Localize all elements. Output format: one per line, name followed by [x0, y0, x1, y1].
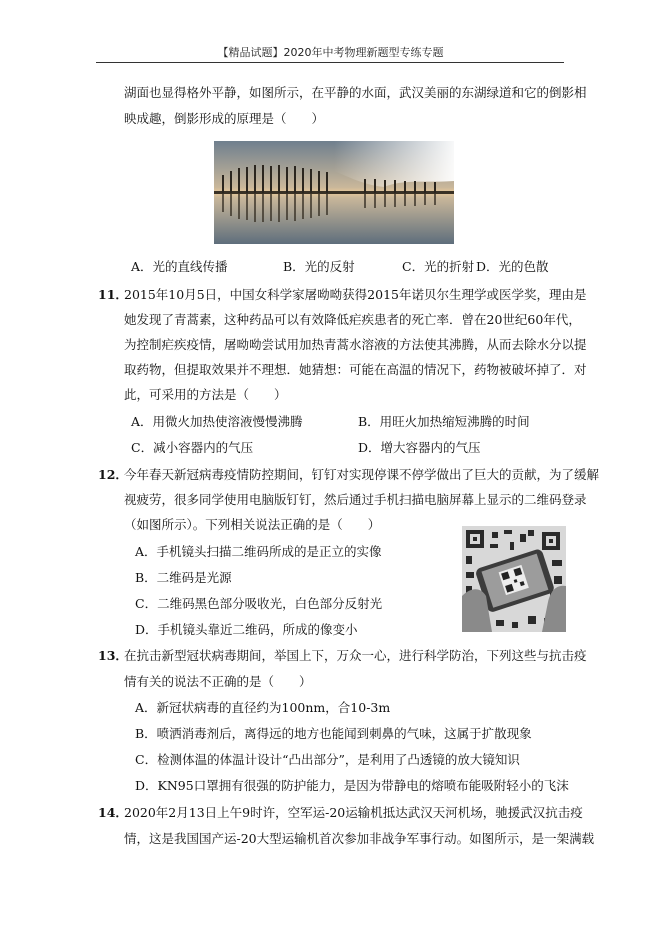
- q12-option-b: B．二维码是光源: [135, 570, 232, 585]
- q13-option-d: D．KN95口罩拥有很强的防护能力，是因为带静电的熔喷布能吸附轻小的飞沫: [135, 778, 569, 793]
- q13-number: 13．: [98, 648, 128, 663]
- page-header: 【精品试题】2020年中考物理新题型专练专题: [217, 46, 444, 59]
- q14-number: 14．: [98, 805, 128, 820]
- q11-stem-line-1: 2015年10月5日，中国女科学家屠呦呦获得2015年诺贝尔生理学或医学奖，理由是: [124, 287, 587, 302]
- q12-stem-line-3: （如图所示）。下列相关说法正确的是（ ）: [124, 517, 381, 532]
- q13-option-c: C．检测体温的体温计设计“凸出部分”，是利用了凸透镜的放大镜知识: [135, 752, 520, 767]
- q10-stem-line-1: 湖面也显得格外平静，如图所示，在平静的水面，武汉美丽的东湖绿道和它的倒影相: [124, 85, 587, 100]
- q13-option-a: A．新冠状病毒的直径约为100nm，合10-3m: [135, 700, 391, 715]
- lake-reflection-photo: [214, 141, 454, 244]
- q12-stem-line-1: 今年春天新冠病毒疫情防控期间，钉钉对实现停课不停学做出了巨大的贡献，为了缓解: [124, 467, 600, 482]
- q14-stem-line-2: 情，这是我国国产运-20大型运输机首次参加非战争军事行动。如图所示，是一架满载: [124, 831, 595, 846]
- q11-option-d: D．增大容器内的气压: [358, 440, 481, 455]
- header-divider: [96, 62, 564, 63]
- q14-stem-line-1: 2020年2月13日上午9时许，空军运-20运输机抵达武汉天河机场，驰援武汉抗击疫: [124, 805, 583, 820]
- q10-stem-line-2: 映成趣，倒影形成的原理是（ ）: [124, 111, 325, 126]
- q11-number: 11．: [98, 287, 128, 302]
- q13-option-b: B．喷洒消毒剂后，离得远的地方也能闻到刺鼻的气味，这属于扩散现象: [135, 726, 532, 741]
- q10-option-b: B．光的反射: [283, 259, 355, 274]
- q12-number: 12．: [98, 467, 128, 482]
- q11-stem-line-3: 为控制疟疾疫情，屠呦呦尝试用加热青蒿水溶液的方法使其沸腾，从而去除水分以提: [124, 337, 587, 352]
- q12-stem-line-2: 视疲劳，很多同学使用电脑版钉钉，然后通过手机扫描电脑屏幕上显示的二维码登录: [124, 492, 587, 507]
- q11-option-a: A．用微火加热使溶液慢慢沸腾: [131, 414, 303, 429]
- q11-stem-line-4: 取药物，但提取效果并不理想．她猜想：可能在高温的情况下，药物被破坏掉了．对: [124, 362, 587, 377]
- q11-stem-line-5: 此，可采用的方法是（ ）: [124, 387, 287, 402]
- q12-option-c: C．二维码黑色部分吸收光，白色部分反射光: [135, 596, 383, 611]
- q11-option-b: B．用旺火加热缩短沸腾的时间: [358, 414, 530, 429]
- q12-option-d: D．手机镜头靠近二维码，所成的像变小: [135, 622, 358, 637]
- q11-stem-line-2: 她发现了青蒿素，这种药品可以有效降低疟疾患者的死亡率．曾在20世纪60年代，: [124, 312, 581, 327]
- q10-option-c: C．光的折射: [402, 259, 475, 274]
- q13-stem-line-2: 情有关的说法不正确的是（ ）: [124, 674, 312, 689]
- q10-option-a: A．光的直线传播: [131, 259, 228, 274]
- q11-option-c: C．减小容器内的气压: [131, 440, 254, 455]
- q12-option-a: A．手机镜头扫描二维码所成的是正立的实像: [135, 544, 382, 559]
- q10-option-d: D．光的色散: [476, 259, 549, 274]
- q13-stem-line-1: 在抗击新型冠状病毒期间，举国上下，万众一心，进行科学防治，下列这些与抗击疫: [124, 648, 587, 663]
- phone-scanning-qr-photo: [462, 526, 566, 632]
